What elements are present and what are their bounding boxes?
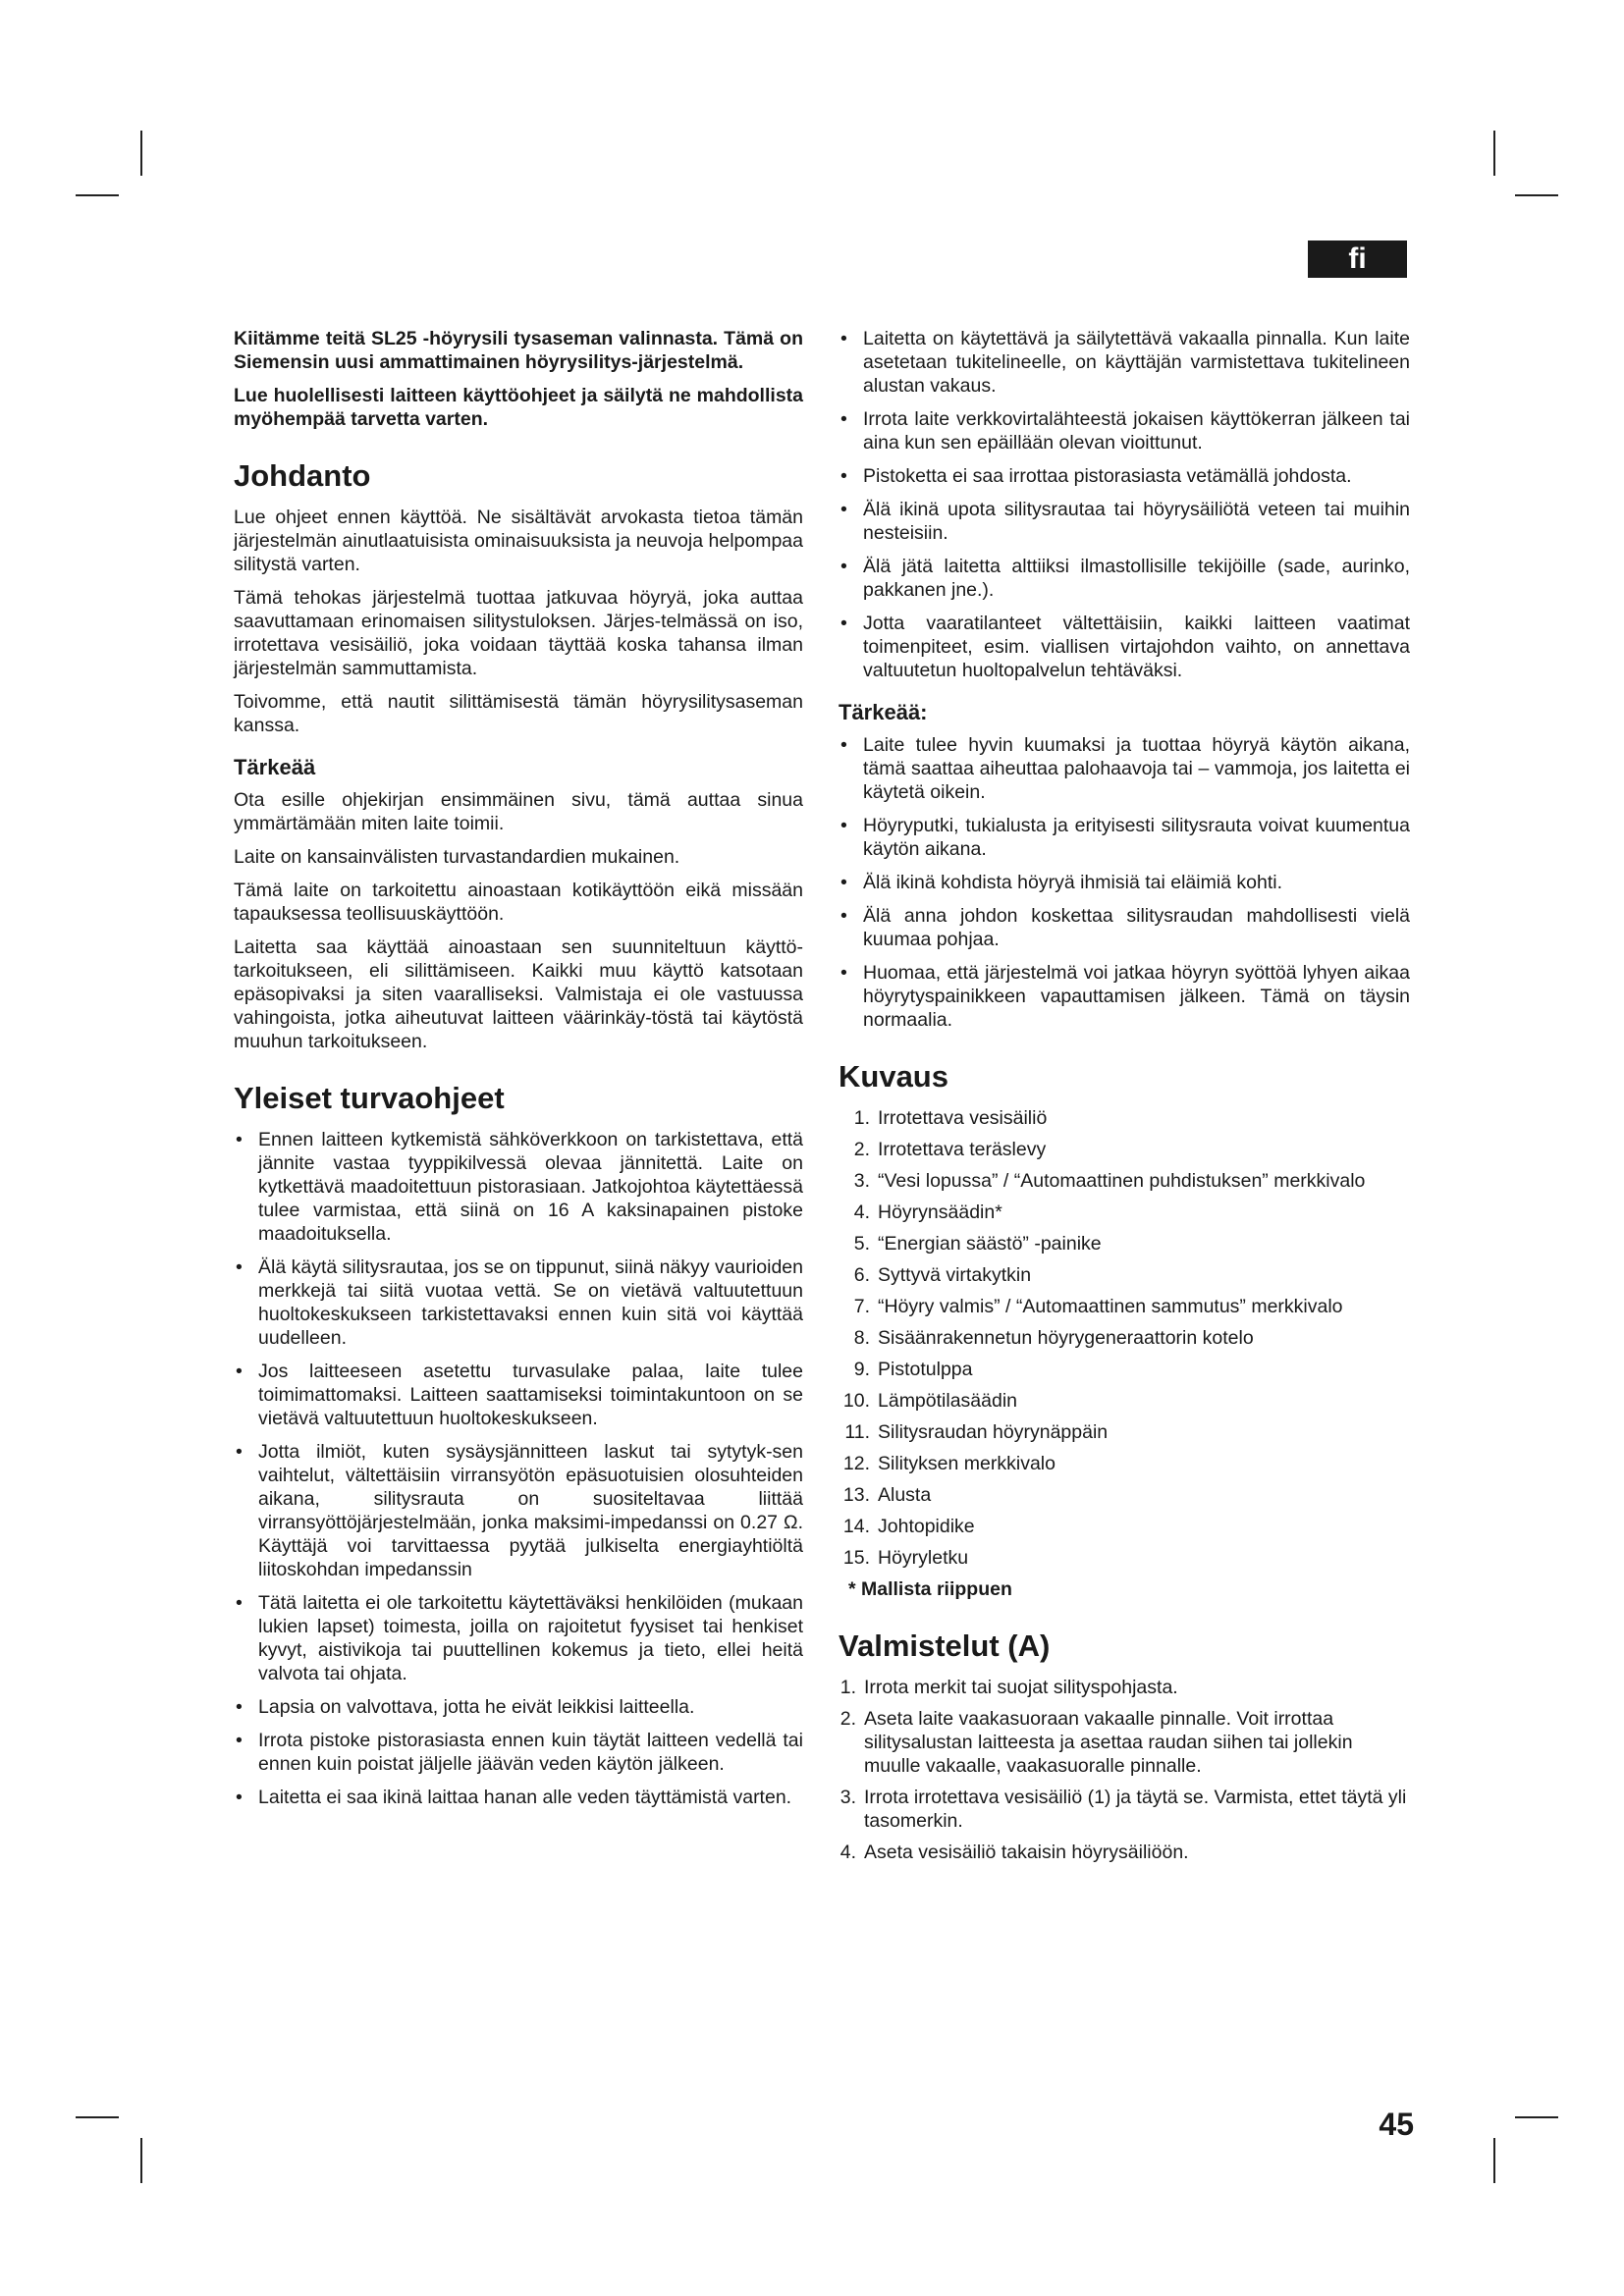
list-item: 14. Johtopidike xyxy=(842,1516,975,1537)
paragraph: Lue ohjeet ennen käyttöä. Ne sisältävät arvokasta tietoa tämän järjestelmän ainutlaatuisista ominaisuuksista ja neuvoja helpompaa silitystä varten. xyxy=(234,507,803,575)
paragraph: Laite on kansainvälisten turvastandardien mukainen. xyxy=(234,846,680,868)
list-item: • Lapsia on valvottava, jotta he eivät leikkisi laitteella. xyxy=(234,1695,803,1719)
list-item: 8. Sisäänrakennetun höyrygeneraattorin kotelo xyxy=(853,1327,1254,1349)
safety-list xyxy=(234,1128,803,1809)
paragraph: Laitetta saa käyttää ainoastaan sen suunniteltuun käyttö-tarkoitukseen, eli silittämiseen. Kaikki muu käyttö katsotaan epäsopivaksi ja siten vaaralliseksi. Valmistaja ei ole vastuussa vahingoista, jotka aiheutuvat laitteen väärinkäy-töstä tai käytöstä muuhun tarkoitukseen. xyxy=(234,936,803,1052)
list-item: • Irrota pistoke pistorasiasta ennen kuin täytät laitteen vedellä tai ennen kuin poistat jäljelle jäävän veden käytön jälkeen. xyxy=(234,1729,803,1776)
crop-mark-tl-vertical xyxy=(140,131,142,176)
crop-mark-br-horizontal xyxy=(1515,2116,1558,2118)
list-item: 13. Alusta xyxy=(842,1484,932,1506)
intro-paragraph: Lue huolellisesti laitteen käyttöohjeet ja säilytä ne mahdollista myöhempää tarvetta varten. xyxy=(234,385,803,430)
list-item: 11. Silitysraudan höyrynäppäin xyxy=(844,1421,1109,1443)
list-item: 12. Silityksen merkkivalo xyxy=(842,1453,1056,1474)
model-note: * Mallista riippuen xyxy=(848,1578,1012,1600)
left-column xyxy=(234,327,803,1819)
list-item: • Jotta ilmiöt, kuten sysäysjännitteen laskut tai sytytyk-sen vaihtelut, vältettäisiin virransyötön epäsuotuisien olosuhteiden aikana, silitysrauta on suositeltavaa liittää virransyöttöjärjestelmään, jonka maksimi-impedanssi on 0.27 Ω. Käyttäjä voi tarvittaessa pyytää julkiselta energiayhtiöltä liitoskohdan impedanssin xyxy=(234,1440,803,1581)
list-item: 6. Syttyvä virtakytkin xyxy=(853,1264,1032,1286)
list-item: 2. Aseta laite vaakasuoraan vakaalle pinnalle. Voit irrottaa silitysalustan laitteesta ja asettaa raudan siihen tai jollekin muulle vakaalle, vaakasuoralle pinnalle. xyxy=(839,1708,1353,1777)
language-tab: fi xyxy=(1308,240,1407,278)
list-item: 4. Aseta vesisäiliö takaisin höyrysäiliöön. xyxy=(839,1842,1189,1863)
section-title-turvaohjeet: Yleiset turvaohjeet xyxy=(234,1081,505,1115)
list-item: • Höyryputki, tukialusta ja erityisesti silitysrauta voivat kuumentua käytön aikana. xyxy=(839,814,1410,861)
crop-mark-bl-vertical xyxy=(140,2138,142,2183)
list-item: 1. Irrota merkit tai suojat silityspohjasta. xyxy=(839,1677,1178,1698)
list-item: 2. Irrotettava teräslevy xyxy=(853,1139,1047,1160)
list-item: 10. Lämpötilasäädin xyxy=(842,1390,1018,1412)
crop-mark-br-vertical xyxy=(1493,2138,1495,2183)
list-item: • Älä anna johdon koskettaa silitysraudan mahdollisesti vielä kuumaa pohjaa. xyxy=(839,904,1410,951)
section-title-kuvaus: Kuvaus xyxy=(839,1059,948,1094)
intro xyxy=(234,327,803,431)
paragraph: Tämä laite on tarkoitettu ainoastaan kotikäyttöön eikä missään tapauksessa teollisuuskäyttöön. xyxy=(234,880,803,925)
paragraph: Toivomme, että nautit silittämisestä tämän höyrysilitysaseman kanssa. xyxy=(234,691,803,736)
page-number: 45 xyxy=(1379,2107,1414,2142)
paragraph: Tämä tehokas järjestelmä tuottaa jatkuvaa höyryä, joka auttaa saavuttamaan erinomaisen silitystuloksen. Järjes-telmässä on iso, irrotettava vesisäiliö, joka voidaan täyttää koska tahansa ilman järjestelmän sammuttamista. xyxy=(234,587,803,679)
section-title-valmistelut: Valmistelut (A) xyxy=(839,1629,1051,1663)
list-item: • Jotta vaaratilanteet vältettäisiin, kaikki laitteen vaatimat toimenpiteet, esim. viallisen virtajohdon vaihto, on annettava valtuutetun huoltopalvelun tehtäväksi. xyxy=(839,612,1410,682)
crop-mark-tr-vertical xyxy=(1493,131,1495,176)
list-item: • Älä käytä silitysrautaa, jos se on tippunut, siinä näkyy vaurioiden merkkejä tai siitä vuotaa vettä. Se on vietävä valtuutettuun huoltokeskukseen tarkistettavaksi ennen kuin sitä voi käyttää uudelleen. xyxy=(234,1255,803,1350)
list-item: • Laitetta ei saa ikinä laittaa hanan alle veden täyttämistä varten. xyxy=(234,1786,803,1809)
list-item: • Tätä laitetta ei ole tarkoitettu käytettäväksi henkilöiden (mukaan lukien lapset) toimesta, joilla on rajoitetut fyysiset tai henkiset kyvyt, aistivikoja tai puuttellinen kokemus ja tieto, ellei heitä valvota tai ohjata. xyxy=(234,1591,803,1685)
list-item: • Ennen laitteen kytkemistä sähköverkkoon on tarkistettava, että jännite vastaa tyyppikilvessä olevaa jännitettä. Laite on kytkettävä maadoitettuun pistorasiaan. Jatkojohtoa käytettäessä tulee varmistaa, että siinä on 16 A kaksinapainen pistoke maadoituksella. xyxy=(234,1128,803,1246)
list-item: 3. “Vesi lopussa” / “Automaattinen puhdistuksen” merkkivalo xyxy=(853,1170,1366,1192)
list-item: • Laitetta on käytettävä ja säilytettävä vakaalla pinnalla. Kun laite asetetaan tukitelineelle, on käyttäjän varmistettava tukitelineen alustan vakaus. xyxy=(839,327,1410,398)
list-item: 4. Höyrynsäädin* xyxy=(853,1201,1002,1223)
list-item: • Huomaa, että järjestelmä voi jatkaa höyryn syöttöä lyhyen aikaa höyrytyspainikkeen vapauttamisen jälkeen. Tämä on täysin normaalia. xyxy=(839,961,1410,1032)
preparation-list xyxy=(839,1676,1410,1864)
crop-mark-tl-horizontal xyxy=(76,194,119,196)
paragraph: Ota esille ohjekirjan ensimmäinen sivu, tämä auttaa sinua ymmärtämään miten laite toimii. xyxy=(234,789,803,834)
intro-paragraph: Kiitämme teitä SL25 -höyrysili tysaseman valinnasta. Tämä on Siemensin uusi ammattimainen höyrysilitys-järjestelmä. xyxy=(234,328,803,373)
crop-mark-bl-horizontal xyxy=(76,2116,119,2118)
list-item: • Jos laitteeseen asetettu turvasulake palaa, laite tulee toimimattomaksi. Laitteen saattamiseksi toimintakuntoon on se vietävä valtuutettuun huoltokeskukseen. xyxy=(234,1360,803,1430)
list-item: • Laite tulee hyvin kuumaksi ja tuottaa höyryä käytön aikana, tämä saattaa aiheuttaa palohaavoja tai – vammoja, jos laitetta ei käytetä oikein. xyxy=(839,733,1410,804)
list-item: • Irrota laite verkkovirtalähteestä jokaisen käyttökerran jälkeen tai aina kun sen epäillään olevan vioittunut. xyxy=(839,407,1410,454)
important-list xyxy=(839,733,1410,1032)
section-title-johdanto: Johdanto xyxy=(234,458,371,493)
list-item: 9. Pistotulppa xyxy=(853,1359,973,1380)
section-title-tarkeaa: Tärkeää xyxy=(234,755,316,779)
list-item: 3. Irrota irrotettava vesisäiliö (1) ja täytä se. Varmista, ettet täytä yli tasomerkin. xyxy=(839,1787,1407,1832)
list-item: 1. Irrotettava vesisäiliö xyxy=(853,1107,1048,1129)
section-title-tarkeaa-2: Tärkeää: xyxy=(839,700,928,724)
list-item: 15. Höyryletku xyxy=(842,1547,969,1569)
list-item: 5. “Energian säästö” -painike xyxy=(853,1233,1102,1255)
right-column xyxy=(839,327,1410,1872)
list-item: • Älä ikinä kohdista höyryä ihmisiä tai eläimiä kohti. xyxy=(839,871,1410,894)
safety-list-continued xyxy=(839,327,1410,682)
list-item: • Pistoketta ei saa irrottaa pistorasiasta vetämällä johdosta. xyxy=(839,464,1410,488)
list-item: 7. “Höyry valmis” / “Automaattinen sammutus” merkkivalo xyxy=(853,1296,1343,1317)
crop-mark-tr-horizontal xyxy=(1515,194,1558,196)
list-item: • Älä ikinä upota silitysrautaa tai höyrysäiliötä veteen tai muihin nesteisiin. xyxy=(839,498,1410,545)
description-list xyxy=(839,1106,1410,1570)
list-item: • Älä jätä laitetta alttiiksi ilmastollisille tekijöille (sade, aurinko, pakkanen jne.). xyxy=(839,555,1410,602)
